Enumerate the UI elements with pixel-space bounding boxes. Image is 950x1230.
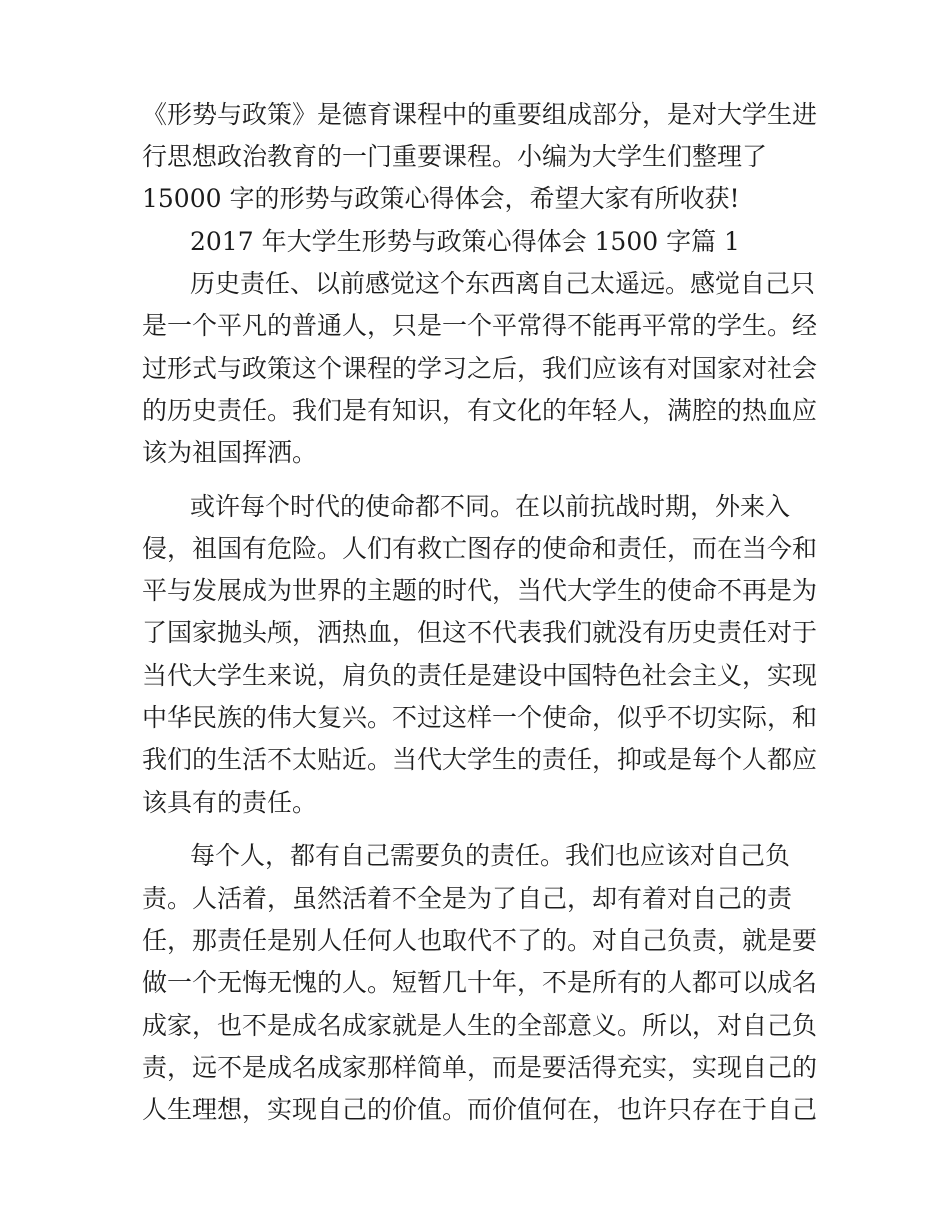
text-line: 15000 字的形势与政策心得体会，希望大家有所收获! xyxy=(142,184,740,213)
text-line: 责，远不是成名成家那样简单，而是要活得充实，实现自己的 xyxy=(142,1053,818,1082)
text-line: 中华民族的伟大复兴。不过这样一个使命，似乎不切实际，和 xyxy=(142,703,818,732)
text-line: 了国家抛头颅，洒热血，但这不代表我们就没有历史责任对于 xyxy=(142,618,818,647)
text-line: 或许每个时代的使命都不同。在以前抗战时期，外来入 xyxy=(190,492,791,521)
text-line: 做一个无悔无愧的人。短暂几十年，不是所有的人都可以成名 xyxy=(142,968,818,997)
text-line: 每个人，都有自己需要负的责任。我们也应该对自己负 xyxy=(190,841,791,870)
text-line: 《形势与政策》是德育课程中的重要组成部分，是对大学生进 xyxy=(142,100,818,129)
text-line: 该具有的责任。 xyxy=(142,788,318,817)
text-line: 过形式与政策这个课程的学习之后，我们应该有对国家对社会 xyxy=(142,354,818,383)
text-line: 历史责任、以前感觉这个东西离自己太遥远。感觉自己只 xyxy=(190,269,816,298)
text-line: 侵，祖国有危险。人们有救亡图存的使命和责任，而在当今和 xyxy=(142,534,818,563)
text-line: 行思想政治教育的一门重要课程。小编为大学生们整理了 xyxy=(142,142,768,171)
text-line: 是一个平凡的普通人，只是一个平常得不能再平常的学生。经 xyxy=(142,311,818,340)
section-heading: 2017 年大学生形势与政策心得体会 1500 字篇 1 xyxy=(190,227,740,256)
text-line: 责。人活着，虽然活着不全是为了自己，却有着对自己的责 xyxy=(142,884,793,913)
text-line: 平与发展成为世界的主题的时代，当代大学生的使命不再是为 xyxy=(142,576,818,605)
text-line: 我们的生活不太贴近。当代大学生的责任，抑或是每个人都应 xyxy=(142,745,818,774)
text-line: 任，那责任是别人任何人也取代不了的。对自己负责，就是要 xyxy=(142,926,818,955)
text-line: 的历史责任。我们是有知识，有文化的年轻人，满腔的热血应 xyxy=(142,396,818,425)
text-line: 该为祖国挥洒。 xyxy=(142,438,318,467)
text-line: 人生理想，实现自己的价值。而价值何在，也许只存在于自己 xyxy=(142,1095,818,1124)
text-line: 成家，也不是成名成家就是人生的全部意义。所以，对自己负 xyxy=(142,1011,818,1040)
text-line: 当代大学生来说，肩负的责任是建设中国特色社会主义，实现 xyxy=(142,661,818,690)
